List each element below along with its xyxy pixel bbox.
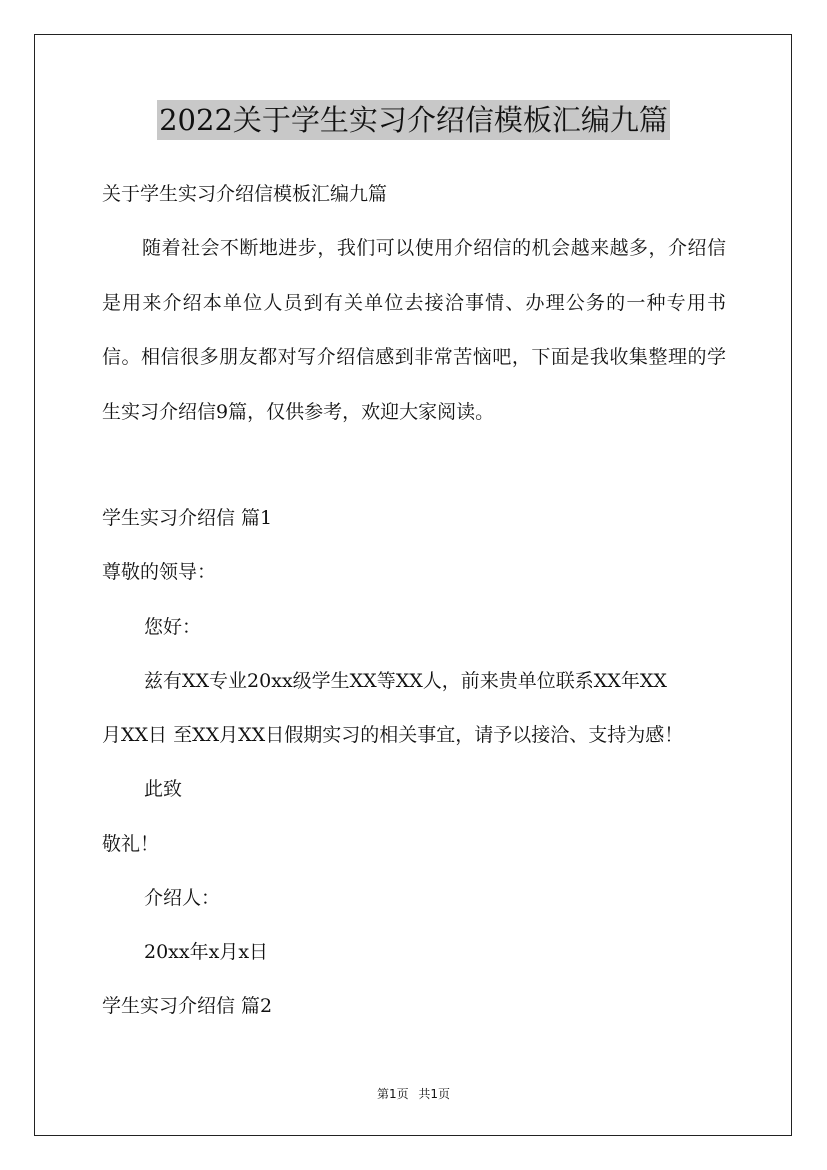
page-number-total: 共1页: [418, 1087, 451, 1101]
letter-date: 20xx年x月x日: [144, 941, 269, 963]
closing-line-1: 此致: [144, 778, 183, 800]
page-footer: [0, 1085, 827, 1102]
section-heading-1: 学生实习介绍信 篇1: [102, 507, 273, 529]
title-container: [0, 100, 827, 140]
section-heading-2: 学生实习介绍信 篇2: [102, 995, 273, 1017]
document-title: 2022关于学生实习介绍信模板汇编九篇: [157, 100, 670, 140]
intro-paragraph: 随着社会不断地进步，我们可以使用介绍信的机会越来越多，介绍信是用来介绍本单位人员到有关单位去接洽事情、办理公务的一种专用书信。相信很多朋友都对写介绍信感到非常苦恼吧，下面是我收集整理的学生实习介绍信9篇，仅供参考，欢迎大家阅读。: [102, 237, 726, 423]
page-number-current: 第1页: [376, 1087, 409, 1101]
introducer-label: 介绍人：: [144, 887, 221, 909]
letter-body-line-2: 月XX日 至XX月XX日假期实习的相关事宜，请予以接洽、支持为感！: [102, 724, 684, 746]
letter-body-line-1: 兹有XX专业20xx级学生XX等XX人，前来贵单位联系XX年XX: [144, 670, 667, 692]
salutation: 尊敬的领导：: [102, 561, 217, 583]
greeting: 您好：: [144, 616, 202, 638]
closing-line-2: 敬礼！: [102, 833, 160, 855]
document-subtitle: 关于学生实习介绍信模板汇编九篇: [102, 183, 388, 205]
